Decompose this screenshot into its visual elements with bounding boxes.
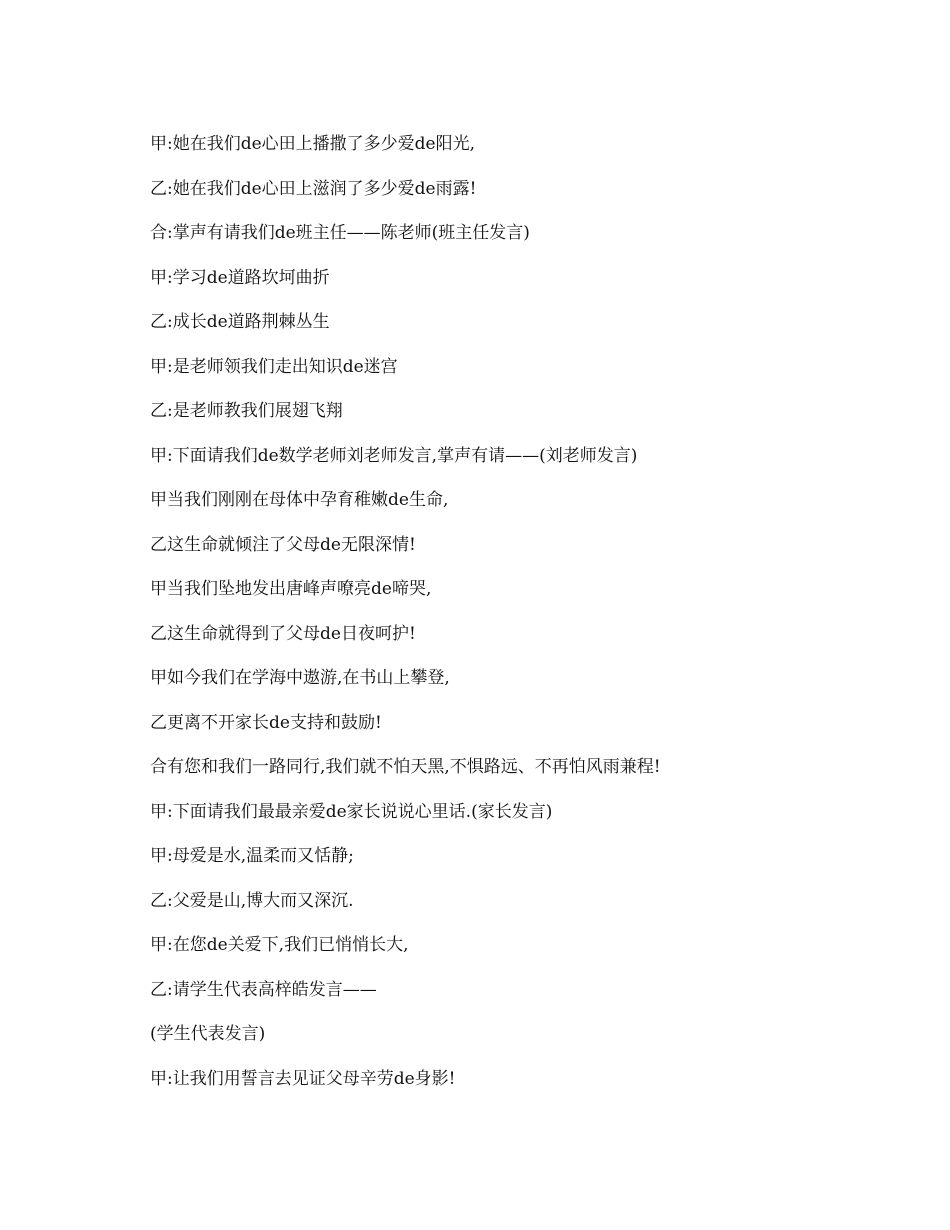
- script-line: 甲如今我们在学海中遨游,在书山上攀登,: [150, 668, 450, 688]
- script-line: 乙:成长de道路荆棘丛生: [150, 312, 330, 332]
- script-line: 甲当我们刚刚在母体中孕育稚嫩de生命,: [150, 490, 449, 510]
- script-line: 乙:父爱是山,博大而又深沉.: [150, 890, 354, 911]
- script-line: 乙这生命就得到了父母de日夜呵护!: [150, 623, 416, 644]
- script-line: 甲:让我们用誓言去见证父母辛劳de身影!: [150, 1068, 456, 1089]
- script-line: 乙:是老师教我们展翅飞翔: [150, 401, 343, 421]
- script-text-block: [150, 130, 850, 1109]
- script-line: 合:掌声有请我们de班主任——陈老师(班主任发言): [150, 223, 530, 243]
- script-line: 甲:母爱是水,温柔而又恬静;: [150, 846, 354, 866]
- script-line: 合有您和我们一路同行,我们就不怕天黑,不惧路远、不再怕风雨兼程!: [150, 757, 661, 777]
- script-line: (学生代表发言): [150, 1024, 266, 1044]
- script-line: 甲:下面请我们de数学老师刘老师发言,掌声有请——(刘老师发言): [150, 445, 638, 466]
- script-line: 甲:学习de道路坎坷曲折: [150, 267, 330, 288]
- script-line: 乙更离不开家长de支持和鼓励!: [150, 712, 382, 733]
- script-line: 甲:在您de关爱下,我们已悄悄长大,: [150, 935, 409, 955]
- script-line: 甲:下面请我们最最亲爱de家长说说心里话.(家长发言): [150, 801, 553, 822]
- script-line: 甲当我们坠地发出唐峰声嘹亮de啼哭,: [150, 579, 432, 599]
- script-line: 甲:她在我们de心田上播撒了多少爱de阳光,: [150, 134, 476, 154]
- script-line: 乙:请学生代表高梓皓发言——: [150, 979, 377, 1000]
- script-line: 乙:她在我们de心田上滋润了多少爱de雨露!: [150, 178, 477, 199]
- script-line: 甲:是老师领我们走出知识de迷宫: [150, 356, 398, 377]
- script-line: 乙这生命就倾注了父母de无限深情!: [150, 534, 416, 555]
